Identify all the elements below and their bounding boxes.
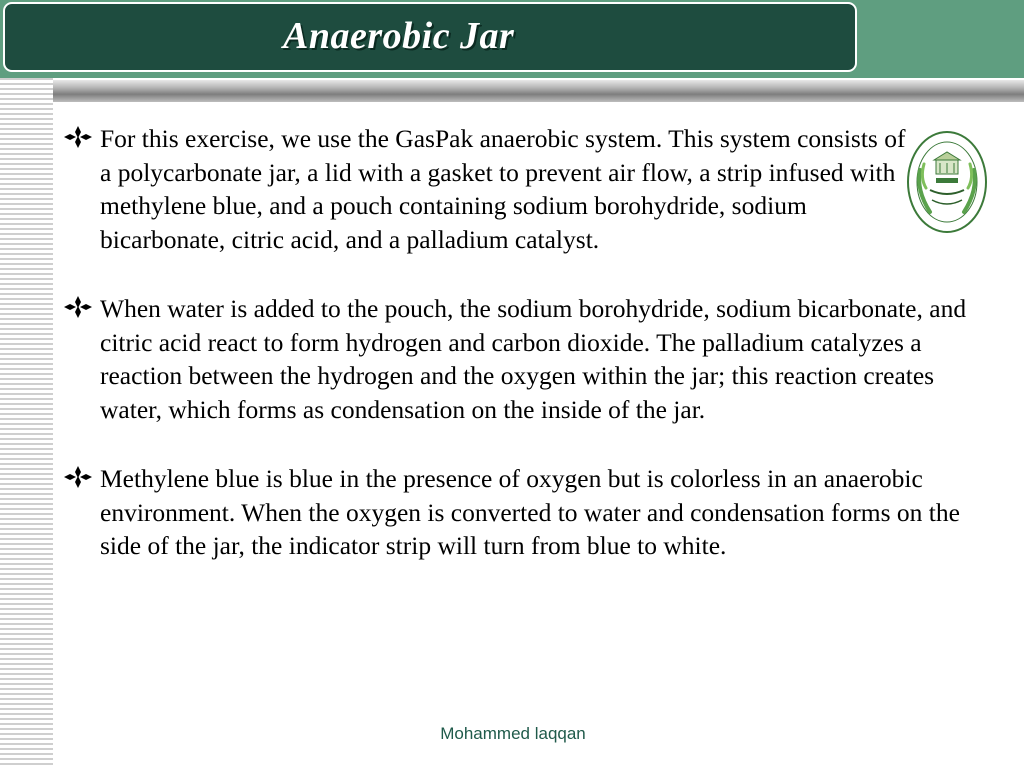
left-stripe-decoration: [0, 78, 53, 768]
slide-title: Anaerobic Jar: [283, 15, 515, 57]
diamond-bullet-icon: [64, 122, 92, 155]
bullet-text: When water is added to the pouch, the sodium borohydride, sodium bicarbonate, and citric acid react to form hydrogen and carbon dioxide. The palladium catalyzes a reaction between the hydrogen and the oxygen within the jar; this reaction creates water, which forms as condensation on the inside of the jar.: [100, 294, 967, 424]
bullet-text: Methylene blue is blue in the presence of oxygen but is colorless in an anaerobic environment. When the oxygen is converted to water and condensation forms on the side of the jar, the indicator strip will turn from blue to white.: [100, 464, 960, 560]
header-divider: [0, 80, 1024, 102]
bullet-item: [62, 462, 972, 563]
slide-body: [62, 122, 972, 599]
title-bar: [3, 2, 857, 72]
bullet-text: For this exercise, we use the GasPak anaerobic system. This system consists of a polycarbonate jar, a lid with a gasket to prevent air flow, a strip infused with methylene blue, and a pouch containing sodium borohydride, sodium bicarbonate, citric acid, and a palladium catalyst.: [100, 124, 906, 254]
bullet-item: [62, 122, 972, 256]
slide-footer: Mohammed laqqan: [440, 724, 586, 743]
diamond-bullet-icon: [64, 292, 92, 325]
diamond-bullet-icon: [64, 462, 92, 495]
bullet-item: [62, 292, 972, 426]
